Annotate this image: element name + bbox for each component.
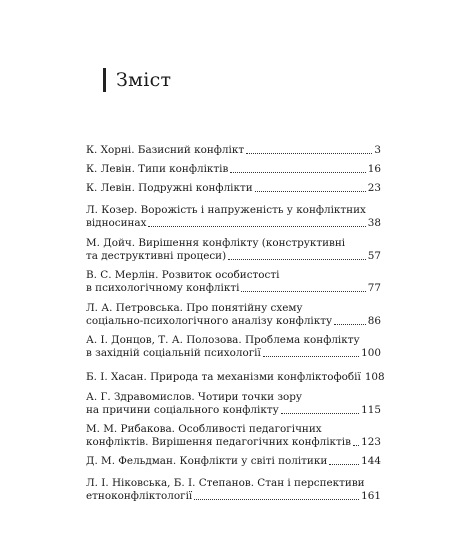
toc-entry[interactable]: [86, 477, 381, 503]
toc-entry-title-line: Б. І. Хасан. Природа та механізми конфліктофобії: [86, 371, 361, 383]
dot-leader: [194, 491, 359, 500]
toc-entry-last-line: [86, 404, 381, 417]
toc-entry-title-line: в психологічному конфлікті: [86, 282, 240, 294]
dot-leader: [148, 218, 365, 227]
toc-entry-title-line: В. С. Мерлін. Розвиток особистості: [86, 269, 280, 281]
toc-entry-title-line: Л. І. Ніковська, Б. І. Степанов. Стан і перспективи: [86, 477, 365, 489]
toc-entry[interactable]: [86, 334, 381, 360]
toc-entry-title-line: К. Хорні. Базисний конфлікт: [86, 144, 245, 156]
dot-leader: [329, 456, 359, 465]
contents-heading: [103, 68, 171, 92]
toc-page-number: 77: [367, 282, 381, 294]
dot-leader: [353, 437, 359, 446]
toc-entry-title-line: К. Левін. Подружні конфлікти: [86, 182, 253, 194]
toc-entry-title-line: та деструктивні процеси): [86, 250, 227, 262]
toc-page-number: 86: [367, 315, 381, 327]
toc-entry-last-line: [86, 436, 381, 449]
dot-leader: [263, 348, 359, 357]
toc-entry[interactable]: [86, 455, 381, 468]
toc-entry-last-line: [86, 347, 381, 360]
dot-leader: [334, 316, 366, 325]
toc-page-number: 115: [361, 404, 381, 416]
toc-entry-title-line: А. І. Донцов, Т. А. Полозова. Проблема конфлікту: [86, 334, 360, 346]
toc-entry-title-line: соціально-психологічного аналізу конфлікту: [86, 315, 333, 327]
heading-bar: [103, 68, 106, 92]
toc-entry-title-line: конфліктів. Вирішення педагогічних конфліктів: [86, 436, 351, 448]
toc-entry-last-line: [86, 182, 381, 195]
toc-page-number: 23: [367, 182, 381, 194]
toc-entry-last-line: [86, 455, 381, 468]
toc-entry[interactable]: [86, 182, 381, 195]
toc-entry[interactable]: [86, 144, 381, 157]
toc-entry-title-line: в західній соціальній психології: [86, 347, 261, 359]
toc-page-number: 16: [367, 163, 381, 175]
toc-page-number: 144: [361, 455, 381, 467]
dot-leader: [228, 251, 366, 260]
toc-entry-title-line: М. М. Рибакова. Особливості педагогічних: [86, 423, 322, 435]
dot-leader: [246, 145, 372, 154]
toc-page-number: 123: [361, 436, 381, 448]
toc-entry[interactable]: [86, 204, 381, 230]
dot-leader: [281, 405, 359, 414]
page-title: Зміст: [116, 69, 172, 91]
toc-entry-last-line: [86, 144, 381, 157]
toc-page-number: 57: [367, 250, 381, 262]
toc-entry-title-line: М. Дойч. Вирішення конфлікту (конструктивні: [86, 237, 346, 249]
toc-entry[interactable]: [86, 391, 381, 417]
toc-entry-title-line: Л. А. Петровська. Про понятійну схему: [86, 302, 303, 314]
toc-entry[interactable]: [86, 269, 381, 295]
toc-entry-last-line: [86, 217, 381, 230]
toc-entry[interactable]: [86, 163, 381, 176]
toc-page-number: 161: [361, 490, 381, 502]
toc-entry-title-line: етноконфліктології: [86, 490, 193, 502]
toc-entry-title-line: на причини соціального конфлікту: [86, 404, 279, 416]
toc-entry[interactable]: [86, 423, 381, 449]
toc-entry-title-line: Д. М. Фельдман. Конфлікти у світі політики: [86, 455, 328, 467]
toc-page-number: 3: [374, 144, 381, 156]
toc-entry-last-line: [86, 282, 381, 295]
toc-entry-title-line: К. Левін. Типи конфліктів: [86, 163, 229, 175]
toc-entry-last-line: [86, 250, 381, 263]
toc-entry-title-line: А. Г. Здравомислов. Чотири точки зору: [86, 391, 303, 403]
toc-entry-last-line: [86, 490, 381, 503]
dot-leader: [230, 164, 365, 173]
toc-entry[interactable]: [86, 371, 385, 384]
toc-page-number: 108: [364, 371, 385, 383]
toc-page-number: 38: [367, 217, 381, 229]
toc-entry-last-line: [86, 163, 381, 176]
toc-entry[interactable]: [86, 302, 381, 328]
toc-entry-title-line: відносинах: [86, 217, 147, 229]
toc-entry-last-line: [86, 371, 385, 384]
dot-leader: [241, 283, 365, 292]
dot-leader: [255, 183, 366, 192]
toc-entry-title-line: Л. Козер. Ворожість і напруженість у конфліктних: [86, 204, 366, 216]
toc-page-number: 100: [361, 347, 381, 359]
toc-entry-last-line: [86, 315, 381, 328]
toc-entry[interactable]: [86, 237, 381, 263]
